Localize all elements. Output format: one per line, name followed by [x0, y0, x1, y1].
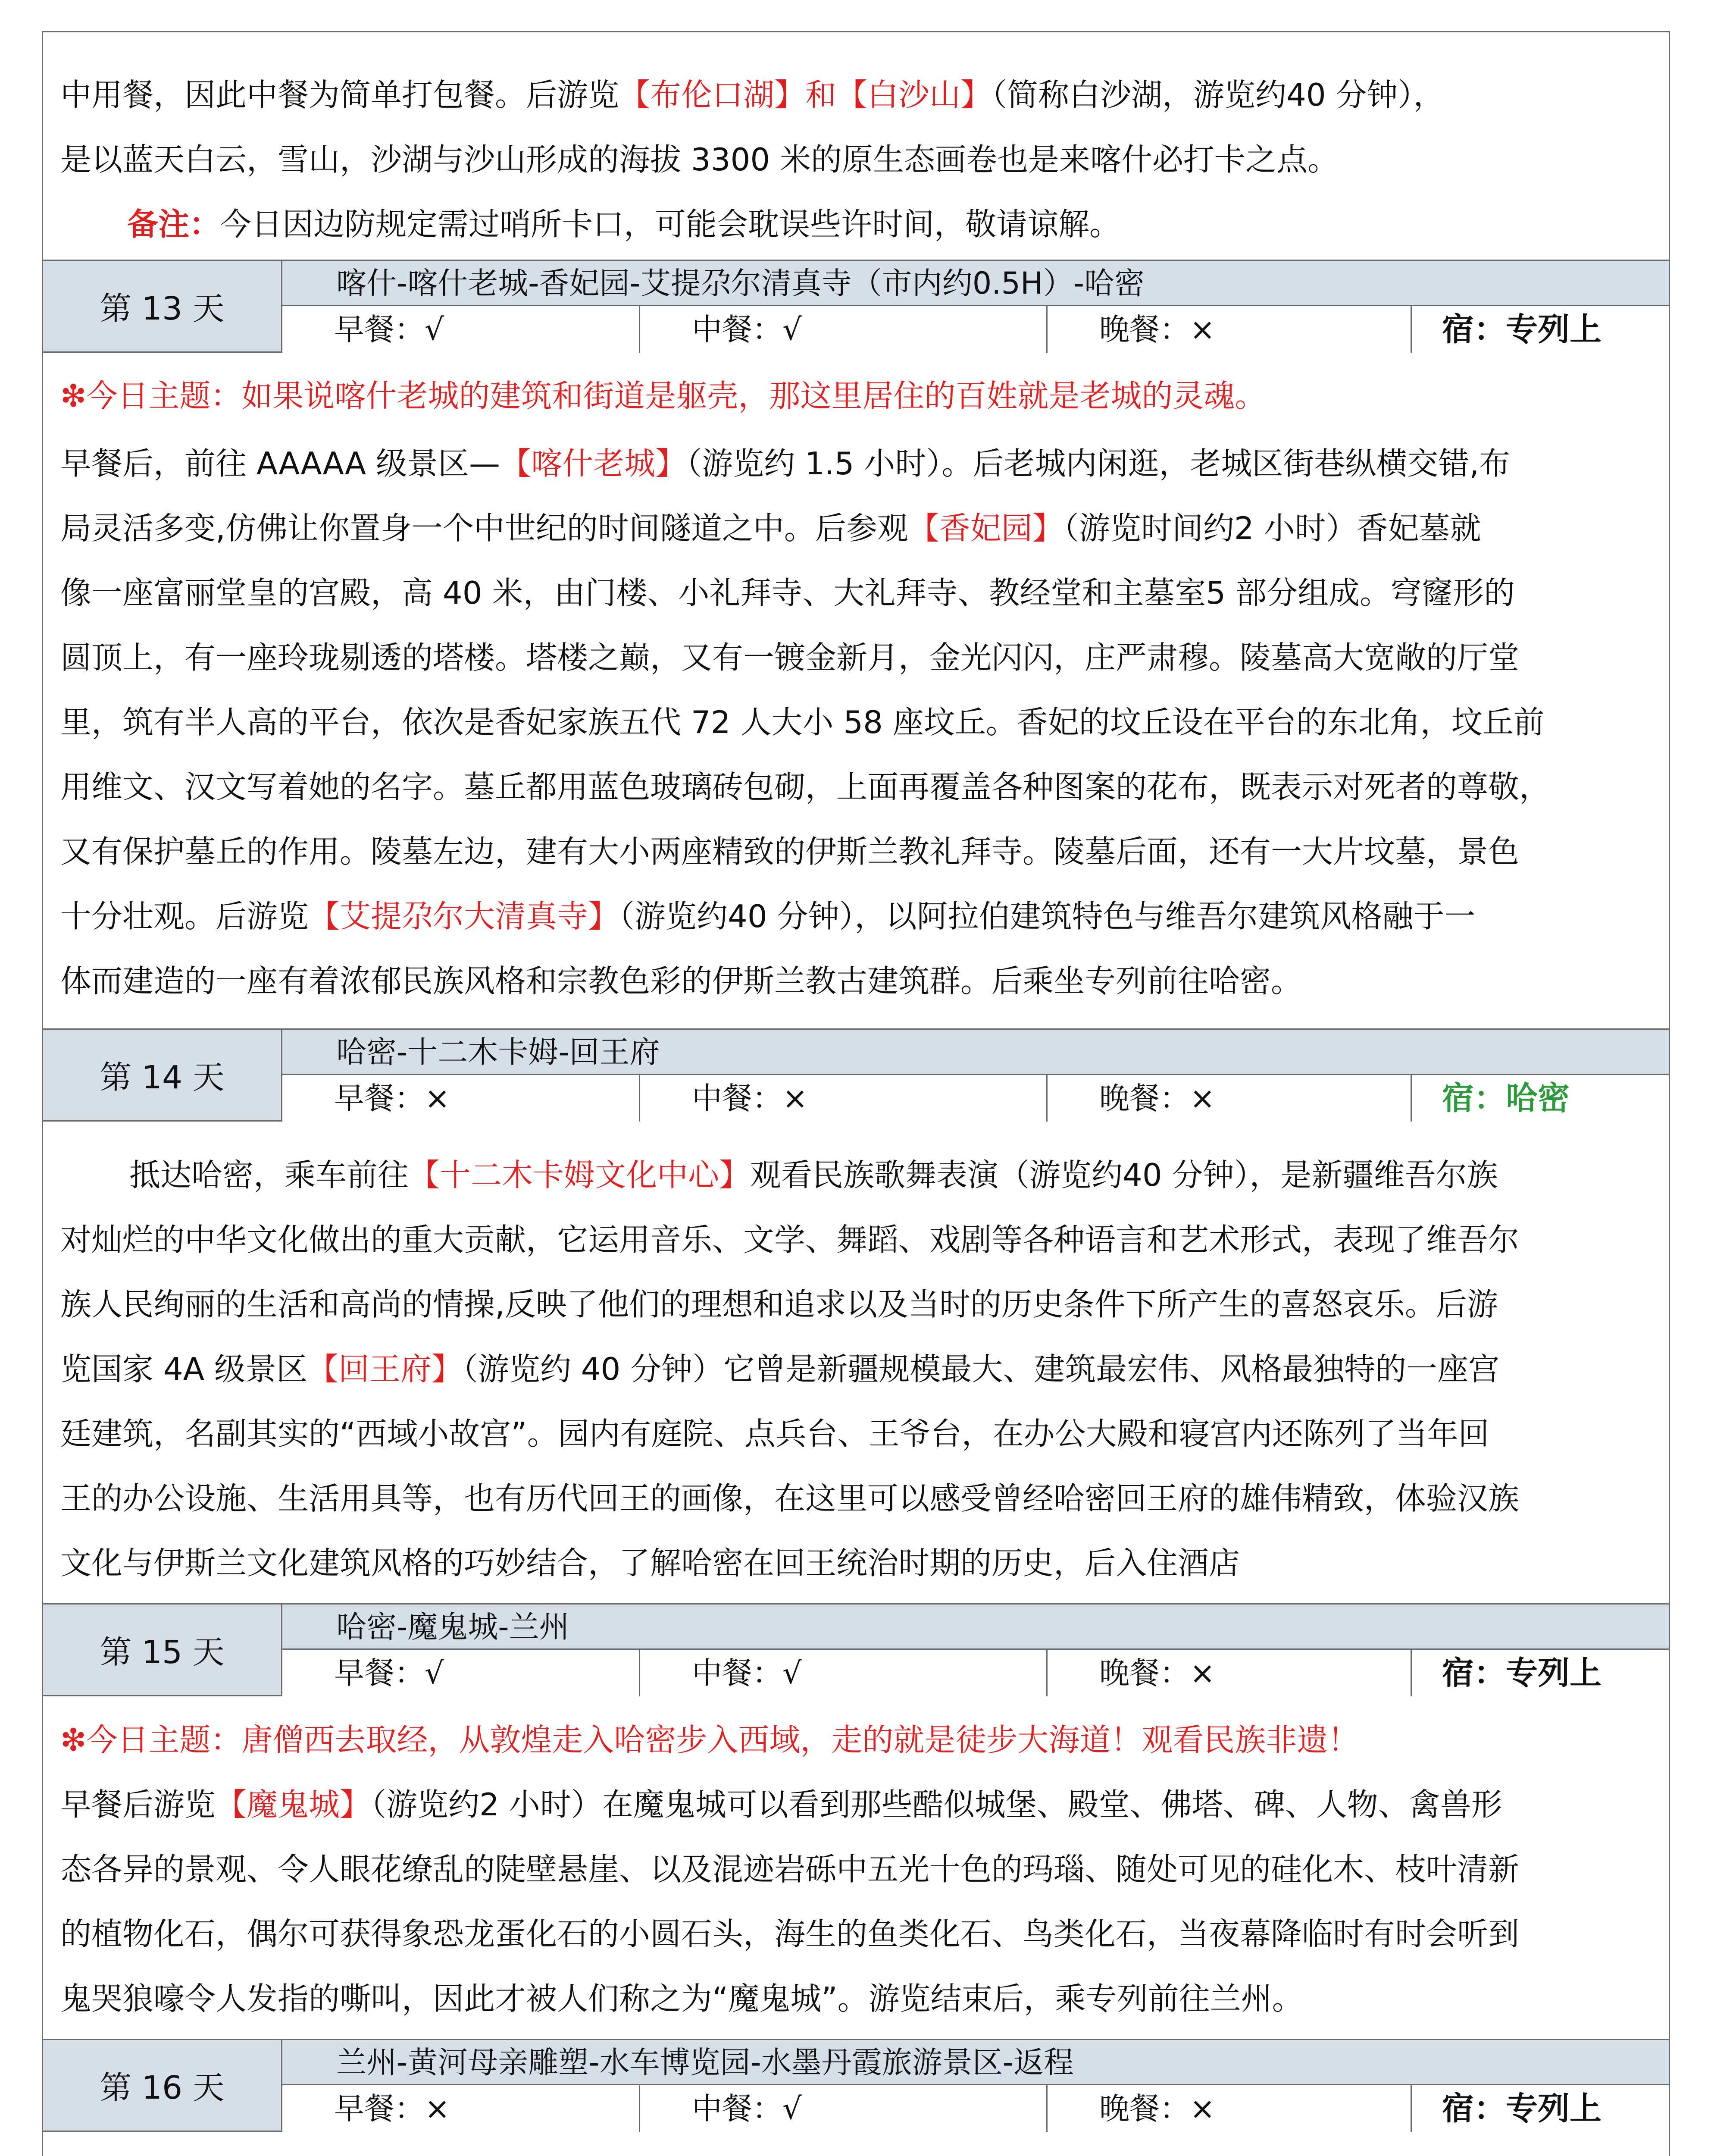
line-text: 局灵活多变,仿佛让你置身一个中世纪的时间隧道之中。后参观: [60, 510, 908, 546]
line-text: （简称白沙湖，游览约40 分钟），: [992, 77, 1445, 113]
highlighted-attraction: 【喀什老城】: [500, 445, 687, 482]
day-header-15: [43, 1603, 1669, 1696]
text-line: [60, 63, 1666, 127]
highlighted-attraction: 【回王府】: [307, 1351, 463, 1387]
highlighted-attraction: 【艾提尕尔大清真寺】: [309, 898, 619, 934]
line-text: 十分壮观。后游览: [60, 898, 309, 934]
line-text: 族人民绚丽的生活和高尚的情操,反映了他们的理想和追求以及当时的历史条件下所产生的喜怒哀乐。后游: [60, 1286, 1498, 1322]
line-text: 又有保护墓丘的作用。陵墓左边，建有大小两座精致的伊斯兰教礼拜寺。陵墓后面，还有一大片坟墓，景色: [60, 834, 1520, 870]
day-description-14: [60, 1143, 1666, 1595]
text-line: [60, 1337, 1666, 1401]
highlighted-attraction: 【香妃园】: [908, 510, 1064, 546]
line-text: 态各异的景观、令人眼花缭乱的陡壁悬崖、以及混迹岩砾中五光十色的玛瑙、随处可见的硅化木、枝叶清新: [60, 1851, 1520, 1887]
day-description-13: [60, 431, 1666, 1013]
day-header-13: [43, 260, 1669, 353]
day-label: 第 13 天: [43, 261, 282, 351]
day-route: 哈密-十二木卡姆-回王府: [282, 1030, 1669, 1075]
text-line: [60, 1772, 1666, 1837]
text-line: [60, 1401, 1666, 1466]
line-text: （游览约 1.5 小时）。后老城内闲逛，老城区街巷纵横交错,布: [686, 445, 1511, 482]
dinner-cell: 晚餐：×: [1048, 1650, 1412, 1696]
highlighted-attraction: 【魔鬼城】: [216, 1786, 371, 1823]
note-label: 备注：: [127, 206, 221, 242]
text-line: [60, 1207, 1666, 1272]
line-text: 用维文、汉文写着她的名字。墓丘都用蓝色玻璃砖包砌，上面再覆盖各种图案的花布，既表示对死者的尊敬，: [60, 769, 1551, 805]
breakfast-cell: 早餐：√: [282, 306, 640, 353]
breakfast-cell: 早餐：×: [282, 1075, 640, 1122]
day-label: 第 16 天: [43, 2040, 282, 2131]
day-header-14: [43, 1028, 1669, 1122]
text-line: [60, 1902, 1666, 1966]
text-line: [60, 1837, 1666, 1902]
text-line: [60, 1466, 1666, 1531]
line-text: （游览约2 小时）在魔鬼城可以看到那些酷似城堡、殿堂、佛塔、碑、人物、禽兽形: [371, 1786, 1502, 1823]
highlighted-attraction: 【布伦口湖】和【白沙山】: [619, 77, 992, 113]
day-route: 兰州-黄河母亲雕塑-水车博览园-水墨丹霞旅游景区-返程: [282, 2040, 1669, 2085]
line-text: 像一座富丽堂皇的宫殿，高 40 米，由门楼、小礼拜寺、大礼拜寺、教经堂和主墓室5 部分组成。穹窿形的: [60, 575, 1515, 611]
dinner-cell: 晚餐：×: [1048, 306, 1412, 353]
text-line: [60, 690, 1666, 755]
breakfast-cell: 早餐：√: [282, 1650, 640, 1696]
highlighted-attraction: 【十二木卡姆文化中心】: [409, 1157, 751, 1193]
day-description-15: [60, 1772, 1666, 2031]
stay-cell: 宿：专列上: [1412, 306, 1669, 353]
line-text: 圆顶上，有一座玲珑剔透的塔楼。塔楼之巅，又有一镀金新月，金光闪闪，庄严肃穆。陵墓高大宽敞的厅堂: [60, 639, 1520, 676]
intro-paragraph: [60, 63, 1666, 192]
lunch-cell: 中餐：√: [640, 1650, 1048, 1696]
dinner-cell: 晚餐：×: [1048, 1075, 1412, 1122]
text-line: [60, 2143, 1666, 2156]
text-line: [60, 431, 1666, 496]
day-header-16: [43, 2039, 1669, 2132]
text-line: [60, 496, 1666, 561]
line-text: 观看民族歌舞表演（游览约40 分钟），是新疆维吾尔族: [750, 1157, 1498, 1193]
text-line: [60, 1966, 1666, 2031]
dinner-cell: 晚餐：×: [1048, 2085, 1412, 2132]
lunch-cell: 中餐：√: [640, 2085, 1048, 2132]
line-text: 文化与伊斯兰文化建筑风格的巧妙结合，了解哈密在回王统治时期的历史，后入住酒店: [60, 1545, 1240, 1581]
text-line: [60, 127, 1666, 192]
text-line: [60, 1272, 1666, 1337]
line-text: 的植物化石，偶尔可获得象恐龙蛋化石的小圆石头，海生的鱼类化石、鸟类化石，当夜幕降临时有时会听到: [60, 1916, 1520, 1952]
text-line: [60, 561, 1666, 625]
lunch-cell: 中餐：×: [640, 1075, 1048, 1122]
text-line: [60, 884, 1666, 949]
stay-cell: 宿：专列上: [1412, 1650, 1669, 1696]
line-text: 早餐后，前往 AAAAA 级景区—: [60, 445, 500, 482]
line-text: 体而建造的一座有着浓郁民族风格和宗教色彩的伊斯兰教古建筑群。后乘坐专列前往哈密。: [60, 963, 1302, 999]
day-label: 第 14 天: [43, 1030, 282, 1120]
text-line: [60, 949, 1666, 1013]
line-text: （游览约40 分钟），以阿拉伯建筑特色与维吾尔建筑风格融于一: [619, 898, 1476, 934]
text-line: [60, 1531, 1666, 1595]
intro-note: [60, 192, 1666, 257]
text-line: [60, 1143, 1666, 1207]
text-line: [60, 755, 1666, 819]
day-label: 第 15 天: [43, 1604, 282, 1695]
day-route: 喀什-喀什老城-香妃园-艾提尕尔清真寺（市内约0.5H）-哈密: [282, 261, 1669, 306]
line-text: 览国家 4A 级景区: [60, 1351, 307, 1387]
line-text: 中用餐，因此中餐为简单打包餐。后游览: [60, 77, 619, 113]
line-text: 鬼哭狼嚎令人发指的嘶叫，因此才被人们称之为“魔鬼城”。游览结束后，乘专列前往兰州。: [60, 1981, 1303, 2017]
breakfast-cell: 早餐：×: [282, 2085, 640, 2132]
stay-cell: 宿：专列上: [1412, 2085, 1669, 2132]
line-text: 廷建筑，名副其实的“西域小故宫”。园内有庭院、点兵台、王爷台，在办公大殿和寝宫内还陈列了当年回: [60, 1416, 1489, 1452]
day-theme-13: ❇今日主题：如果说喀什老城的建筑和街道是躯壳，那这里居住的百姓就是老城的灵魂。: [60, 378, 1266, 414]
line-text: （游览约 40 分钟）它曾是新疆规模最大、建筑最宏伟、风格最独特的一座宫: [462, 1351, 1500, 1387]
day-description-16: [60, 2143, 1666, 2156]
text-line: [60, 625, 1666, 690]
stay-cell: 宿：哈密: [1412, 1075, 1669, 1122]
line-text: 是以蓝天白云，雪山，沙湖与沙山形成的海拔 3300 米的原生态画卷也是来喀什必打卡之点。: [60, 141, 1339, 178]
day-theme-15: ❇今日主题：唐僧西去取经，从敦煌走入哈密步入西域，走的就是徒步大海道！观看民族非遗！: [60, 1722, 1359, 1758]
day-route: 哈密-魔鬼城-兰州: [282, 1604, 1669, 1650]
text-line: [60, 819, 1666, 884]
line-text: 对灿烂的中华文化做出的重大贡献，它运用音乐、文学、舞蹈、戏剧等各种语言和艺术形式，表现了维吾尔: [60, 1222, 1520, 1258]
line-text: 里，筑有半人高的平台，依次是香妃家族五代 72 人大小 58 座坟丘。香妃的坟丘设在平台的东北角，坟丘前: [60, 704, 1545, 740]
note-text: 今日因边防规定需过哨所卡口，可能会耽误些许时间，敬请谅解。: [220, 206, 1121, 242]
line-text: （游览时间约2 小时）香妃墓就: [1063, 510, 1481, 546]
lunch-cell: 中餐：√: [640, 306, 1048, 353]
line-text: 早餐后游览: [60, 1786, 216, 1823]
line-text: 抵达哈密，乘车前往: [129, 1157, 409, 1193]
line-text: 王的办公设施、生活用具等，也有历代回王的画像，在这里可以感受曾经哈密回王府的雄伟精致，体验汉族: [60, 1480, 1520, 1517]
